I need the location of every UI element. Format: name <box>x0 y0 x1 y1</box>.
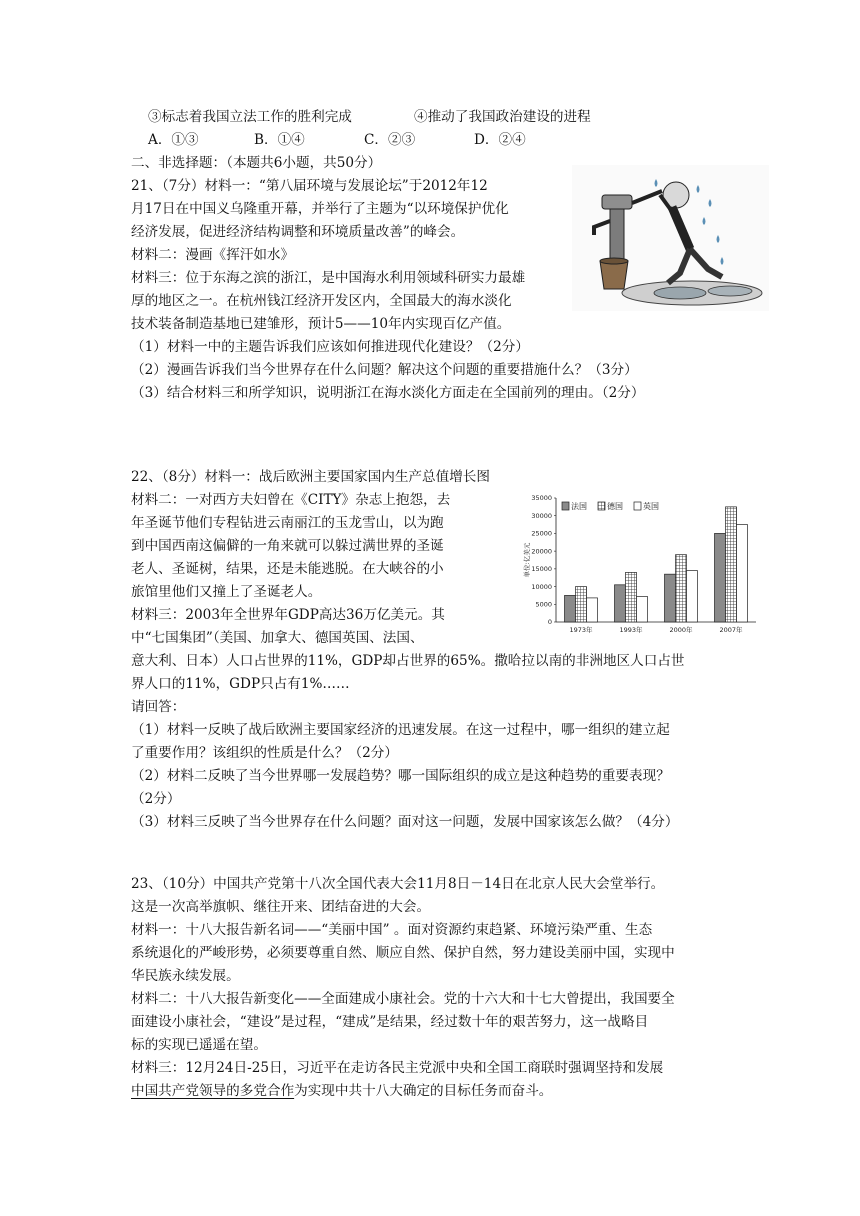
q22-question-1b: 了重要作用？该组织的性质是什么？（2分） <box>131 745 398 761</box>
bar-英国-1973年 <box>587 598 598 622</box>
chart-bars <box>565 507 748 622</box>
x-tick-label: 2007年 <box>719 626 743 634</box>
bar-法国-2000年 <box>665 574 676 622</box>
legend-label: 法国 <box>571 502 587 511</box>
q22-line-11: 请回答： <box>131 699 186 715</box>
q22-question-2b: （2分） <box>131 791 181 807</box>
y-tick-label: 0 <box>547 618 552 627</box>
q23-line-1: 23、（10分）中国共产党第十八次全国代表大会11月8日－14日在北京人民大会堂举行。 <box>131 876 665 892</box>
q21-question-3: （3）结合材料三和所学知识，说明浙江在海水淡化方面走在全国前列的理由。（2分） <box>131 385 645 401</box>
q21-line-6: 厚的地区之一。在杭州钱江经济开发区内，全国最大的海水淡化 <box>131 293 512 309</box>
q22-line-4: 到中国西南这偏僻的一角来就可以躲过满世界的圣诞 <box>131 538 444 554</box>
section-title: 二、非选择题：（本题共6小题，共50分） <box>131 155 382 171</box>
q21-question-2: （2）漫画告诉我们当今世界存在什么问题？解决这个问题的重要措施什么？（3分） <box>131 362 638 378</box>
q21-question-1: （1）材料一中的主题告诉我们应该如何推进现代化建设？（2分） <box>131 339 529 355</box>
x-tick-label: 2000年 <box>669 626 693 634</box>
q23-line-5: 华民族永续发展。 <box>131 968 240 984</box>
q23-line-9: 材料三：12月24日-25日，习近平在走访各民主党派中央和全国工商联时强调坚持和发展 <box>131 1060 664 1076</box>
y-axis-label: 单位:亿美元 <box>523 542 531 578</box>
y-tick-label: 25000 <box>531 529 552 538</box>
bar-法国-2007年 <box>715 533 726 622</box>
bar-英国-1993年 <box>637 596 648 622</box>
q21-line-3: 经济发展，促进经济结构调整和环境质量改善”的峰会。 <box>131 224 465 240</box>
q22-line-3: 年圣诞节他们专程钻进云南丽江的玉龙雪山，以为跑 <box>131 515 444 531</box>
underlined-phrase: 中国共产党领导的多党合作 <box>131 1083 295 1099</box>
q21-line-5: 材料三：位于东海之滨的浙江，是中国海水利用领域科研实力最雄 <box>131 270 526 286</box>
q20-option-4: ④推动了我国政治建设的进程 <box>414 109 591 125</box>
y-tick-label: 10000 <box>531 582 552 591</box>
q21-line-2: 月17日在中国义乌隆重开幕，并举行了主题为“以环境保护优化 <box>131 201 509 217</box>
choice-b: B．①④ <box>254 132 305 148</box>
bar-德国-1973年 <box>576 587 587 622</box>
y-tick-label: 35000 <box>531 494 552 503</box>
q22-line-9: 意大利、日本）人口占世界的11%，GDP却占世界的65%。撒哈拉以南的非洲地区人口占世 <box>131 653 685 669</box>
x-tick-label: 1973年 <box>569 626 593 634</box>
q23-line-7: 面建设小康社会，“建设”是过程，“建成”是结果，经过数十年的艰苦努力，这一战略目 <box>131 1014 649 1030</box>
q23-line-3: 材料一：十八大报告新名词——“美丽中国” 。面对资源约束趋紧、环境污染严重、生态 <box>131 922 653 938</box>
bar-德国-2007年 <box>726 507 737 622</box>
q22-question-1a: （1）材料一反映了战后欧洲主要国家经济的迅速发展。在这一过程中，哪一组织的建立起 <box>131 722 670 738</box>
q22-line-7: 材料三：2003年全世界年GDP高达36万亿美元。其 <box>131 607 445 623</box>
legend-label: 英国 <box>643 502 659 511</box>
bar-德国-2000年 <box>676 555 687 622</box>
q22-line-5: 老人、圣诞树，结果，还是未能逃脱。在大峡谷的小 <box>131 561 444 577</box>
q22-line-8: 中“七国集团”（美国、加拿大、德国英国、法国、 <box>131 630 424 646</box>
q23-line-2: 这是一次高举旗帜、继往开来、团结奋进的大会。 <box>131 899 431 915</box>
legend-swatch <box>562 502 569 510</box>
q22-line-10: 界人口的11%，GDP只占有1%…… <box>131 676 350 692</box>
gdp-bar-chart <box>520 490 760 640</box>
q21-line-1: 21、（7分）材料一：“第八届环境与发展论坛”于2012年12 <box>131 178 488 194</box>
q22-question-3: （3）材料三反映了当今世界存在什么问题？面对这一问题，发展中国家该怎么做？（4分） <box>131 814 679 830</box>
bar-法国-1993年 <box>615 585 626 622</box>
choice-c: C．②③ <box>364 132 416 148</box>
chart-legend <box>562 501 659 511</box>
y-tick-label: 20000 <box>531 547 552 556</box>
bar-英国-2007年 <box>737 525 748 622</box>
choice-a: A．①③ <box>148 132 199 148</box>
y-tick-label: 5000 <box>535 600 552 609</box>
legend-swatch <box>598 502 605 510</box>
q23-line-8: 标的实现已遥遥在望。 <box>131 1037 267 1053</box>
choice-d: D．②④ <box>474 132 526 148</box>
q22-line-2: 材料二：一对西方夫妇曾在《CITY》杂志上抱怨，去 <box>131 492 451 508</box>
cartoon-illustration <box>572 165 769 311</box>
q23-line-6: 材料二：十八大报告新变化——全面建成小康社会。党的十六大和十七大曾提出，我国要全 <box>131 991 675 1007</box>
q23-line-4: 系统退化的严峻形势，必须要尊重自然、顺应自然、保护自然，努力建设美丽中国，实现中 <box>131 945 675 961</box>
q22-line-1: 22、（8分）材料一：战后欧洲主要国家国内生产总值增长图 <box>131 469 490 485</box>
bar-法国-1973年 <box>565 595 576 622</box>
legend-swatch <box>634 502 641 510</box>
legend-label: 德国 <box>607 502 623 511</box>
bar-英国-2000年 <box>687 571 698 622</box>
q21-line-4: 材料二：漫画《挥汗如水》 <box>131 247 295 263</box>
q22-question-2a: （2）材料二反映了当今世界哪一发展趋势？哪一国际组织的成立是这种趋势的重要表现？ <box>131 768 670 784</box>
q21-line-7: 技术装备制造基地已建雏形，预计5——10年内实现百亿产值。 <box>131 316 511 332</box>
q23-line-10 <box>131 1082 552 1100</box>
bar-德国-1993年 <box>626 572 637 622</box>
q20-choices <box>148 131 526 149</box>
x-tick-label: 1993年 <box>619 626 643 634</box>
y-tick-label: 30000 <box>531 511 552 520</box>
q22-line-6: 旅馆里他们又撞上了圣诞老人。 <box>131 584 322 600</box>
q23-line-10-rest: 为实现中共十八大确定的目标任务而奋斗。 <box>294 1083 553 1099</box>
q20-option-3: ③标志着我国立法工作的胜利完成 <box>148 109 352 125</box>
y-tick-label: 15000 <box>531 565 552 574</box>
